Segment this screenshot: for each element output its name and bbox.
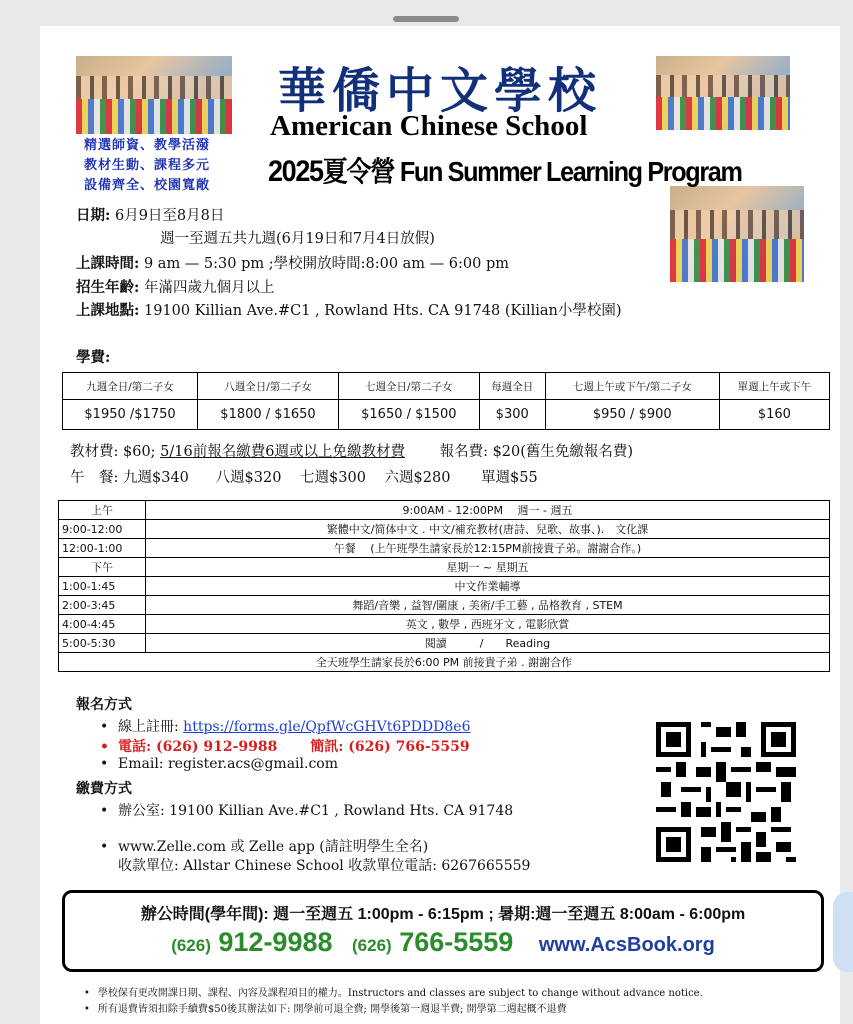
lunch-price: 單週$55 xyxy=(481,470,538,486)
bullet-icon: • xyxy=(100,719,109,735)
tuition-header: 七週上午或下午/第二子女 xyxy=(545,373,719,400)
schedule-row xyxy=(59,501,830,520)
bullet-icon: • xyxy=(100,739,109,755)
tuition-table xyxy=(62,372,830,430)
bullet-icon: • xyxy=(84,1004,90,1015)
schedule-row xyxy=(59,520,830,539)
slogan-line: 教材生動、課程多元 xyxy=(84,158,211,173)
time-label: 上課時間: xyxy=(76,255,140,272)
schedule-content: 中文作業輔導 xyxy=(146,577,830,596)
schedule-time: 9:00-12:00 xyxy=(59,520,146,539)
location-line xyxy=(76,299,622,320)
zelle-info: www.Zelle.com 或 Zelle app (請註明學生全名) xyxy=(118,839,429,855)
drag-handle[interactable] xyxy=(393,16,459,22)
lunch-line xyxy=(70,466,538,487)
bullet-icon: • xyxy=(100,839,109,855)
tuition-header: 九週全日/第二子女 xyxy=(63,373,198,400)
registration-link[interactable]: https://forms.gle/QpfWcGHVt6PDDD8e6 xyxy=(183,719,471,735)
bullet-icon: • xyxy=(84,988,90,999)
fees-line xyxy=(70,440,633,461)
schedule-content: 繁體中文/简体中文 . 中文/補充教材(唐詩、兒歌、故事、). 文化課 xyxy=(146,520,830,539)
schedule-content: 午餐 (上午班學生請家長於12:15PM前接貴子弟。謝謝合作。) xyxy=(146,539,830,558)
tuition-value: $1950 /$1750 xyxy=(63,400,198,430)
program-en: Fun Summer Learning Program xyxy=(399,156,742,187)
footer-refund: 所有退費皆須扣除手續費$50後其辦法如下: 開學前可退全費; 開學後第一週退半費; 開學第二週起概不退費 xyxy=(97,1004,567,1015)
location-label: 上課地點: xyxy=(76,302,140,319)
tuition-header: 八週全日/第二子女 xyxy=(198,373,339,400)
qr-code-icon[interactable] xyxy=(656,722,796,862)
lunch-price: 七週$300 xyxy=(300,470,366,486)
payment-office-address: 辦公室: 19100 Killian Ave.#C1 , Rowland Hts. CA 91748 xyxy=(118,803,514,819)
program-title xyxy=(268,150,742,190)
age-value: 年滿四歲九個月以上 xyxy=(143,280,275,296)
schedule-row xyxy=(59,577,830,596)
schedule-content: 星期一 ~ 星期五 xyxy=(146,558,830,577)
phone-number[interactable]: 電話: (626) 912-9988 xyxy=(118,739,278,755)
school-title-cn: 華僑中文學校 xyxy=(278,63,603,119)
slogan xyxy=(84,136,210,196)
contact-line xyxy=(65,927,821,958)
schedule-content: 英文 , 數學 , 西班牙文 , 電影欣賞 xyxy=(146,615,830,634)
office-phone-1[interactable]: 912-9988 xyxy=(218,927,333,957)
phone-area-code: (626) xyxy=(171,936,211,955)
date-line xyxy=(76,204,224,225)
schedule-row xyxy=(59,558,830,577)
program-cn: 夏令營 xyxy=(322,156,395,187)
bullet-icon: • xyxy=(100,803,109,819)
registration-email[interactable]: Email: register.acs@gmail.com xyxy=(118,756,338,772)
schedule-time: 12:00-1:00 xyxy=(59,539,146,558)
lunch-price: 九週$340 xyxy=(123,470,189,486)
footer-note xyxy=(84,984,703,999)
program-year: 2025 xyxy=(268,155,323,188)
date-value: 6月9日至8月8日 xyxy=(114,208,225,224)
tuition-header: 單週上午或下午 xyxy=(719,373,829,400)
lunch-price: 八週$320 xyxy=(215,470,282,486)
registration-heading: 報名方式 xyxy=(76,697,132,713)
schedule-row xyxy=(59,615,830,634)
office-phone-2[interactable]: 766-5559 xyxy=(399,927,514,957)
age-line xyxy=(76,276,274,297)
schedule-content: 閱讀 / Reading xyxy=(146,634,830,653)
students-photo-right xyxy=(670,186,804,282)
payment-zelle xyxy=(100,836,428,856)
schedule-table xyxy=(58,500,830,672)
footer-disclaimer: 學校保有更改開課日期、課程、內容及課程項目的權力。Instructors and classes are subject to change without advance notice. xyxy=(97,988,703,999)
schedule-content: 9:00AM - 12:00PM 週一 - 週五 xyxy=(146,501,830,520)
slogan-line: 精選師資、教學活潑 xyxy=(84,138,211,153)
bullet-icon: • xyxy=(100,756,109,772)
schedule-time: 1:00-1:45 xyxy=(59,577,146,596)
schedule-time: 4:00-4:45 xyxy=(59,615,146,634)
footer-note xyxy=(84,1000,567,1015)
tuition-value: $160 xyxy=(719,400,829,430)
schedule-time: 2:00-3:45 xyxy=(59,596,146,615)
lunch-price: 六週$280 xyxy=(384,470,451,486)
time-value: 9 am — 5:30 pm ;學校開放時間:8:00 am — 6:00 pm xyxy=(143,256,509,272)
age-label: 招生年齡: xyxy=(76,279,140,296)
students-photo-left xyxy=(76,56,232,134)
payment-heading: 繳費方式 xyxy=(76,781,132,797)
tuition-header: 七週全日/第二子女 xyxy=(338,373,479,400)
tuition-value: $1800 / $1650 xyxy=(198,400,339,430)
schedule-row xyxy=(59,634,830,653)
schedule-note: 全天班學生請家長於6:00 PM 前接貴子弟 . 謝謝合作 xyxy=(59,653,830,672)
schedule-time: 5:00-5:30 xyxy=(59,634,146,653)
registration-email-line xyxy=(100,756,338,772)
school-title-en: American Chinese School xyxy=(270,110,588,142)
flyer-page xyxy=(40,26,840,1024)
time-line xyxy=(76,252,509,273)
schedule-content: 舞蹈/音樂 , 益智/圍康 , 美術/手工藝 , 品格教育 , STEM xyxy=(146,596,830,615)
tuition-header: 每週全日 xyxy=(479,373,545,400)
date-label: 日期: xyxy=(76,207,111,224)
tuition-label: 學費: xyxy=(76,349,111,366)
slogan-line: 設備齊全、校園寬敞 xyxy=(84,178,211,193)
website-link[interactable]: www.AcsBook.org xyxy=(538,934,715,956)
schedule-row xyxy=(59,653,830,672)
schedule-row xyxy=(59,596,830,615)
materials-note: 5/16前報名繳費6週或以上免繳教材費 xyxy=(160,444,405,460)
schedule-row xyxy=(59,539,830,558)
date-note: 週一至週五共九週(6月19日和7月4日放假) xyxy=(160,231,435,247)
office-hours: 辦公時間(學年間): 週一至週五 1:00pm - 6:15pm ; 暑期:週一至週五 8:00am - 6:00pm xyxy=(140,906,746,923)
phone-area-code: (626) xyxy=(352,936,392,955)
registration-phone-line xyxy=(100,736,470,756)
office-hours-box xyxy=(62,890,824,972)
registration-online xyxy=(100,716,470,736)
tuition-value: $950 / $900 xyxy=(545,400,719,430)
payment-office xyxy=(100,800,513,820)
tuition-value: $300 xyxy=(479,400,545,430)
location-value: 19100 Killian Ave.#C1 , Rowland Hts. CA 91748 (Killian小學校園) xyxy=(143,303,622,319)
online-prefix: 線上註冊: xyxy=(118,719,179,735)
sms-number[interactable]: 簡訊: (626) 766-5559 xyxy=(310,739,470,755)
materials-fee: 教材費: $60; xyxy=(70,444,156,460)
tuition-value: $1650 / $1500 xyxy=(338,400,479,430)
payee-info: 收款單位: Allstar Chinese School 收款單位電話: 6267665559 xyxy=(118,858,531,874)
schedule-time: 下午 xyxy=(59,558,146,577)
schedule-time: 上午 xyxy=(59,501,146,520)
side-tab[interactable] xyxy=(833,892,853,972)
lunch-label: 午 餐: xyxy=(70,470,119,486)
students-photo-top-right xyxy=(656,56,790,130)
registration-fee: 報名費: $20(舊生免繳報名費) xyxy=(439,444,634,460)
